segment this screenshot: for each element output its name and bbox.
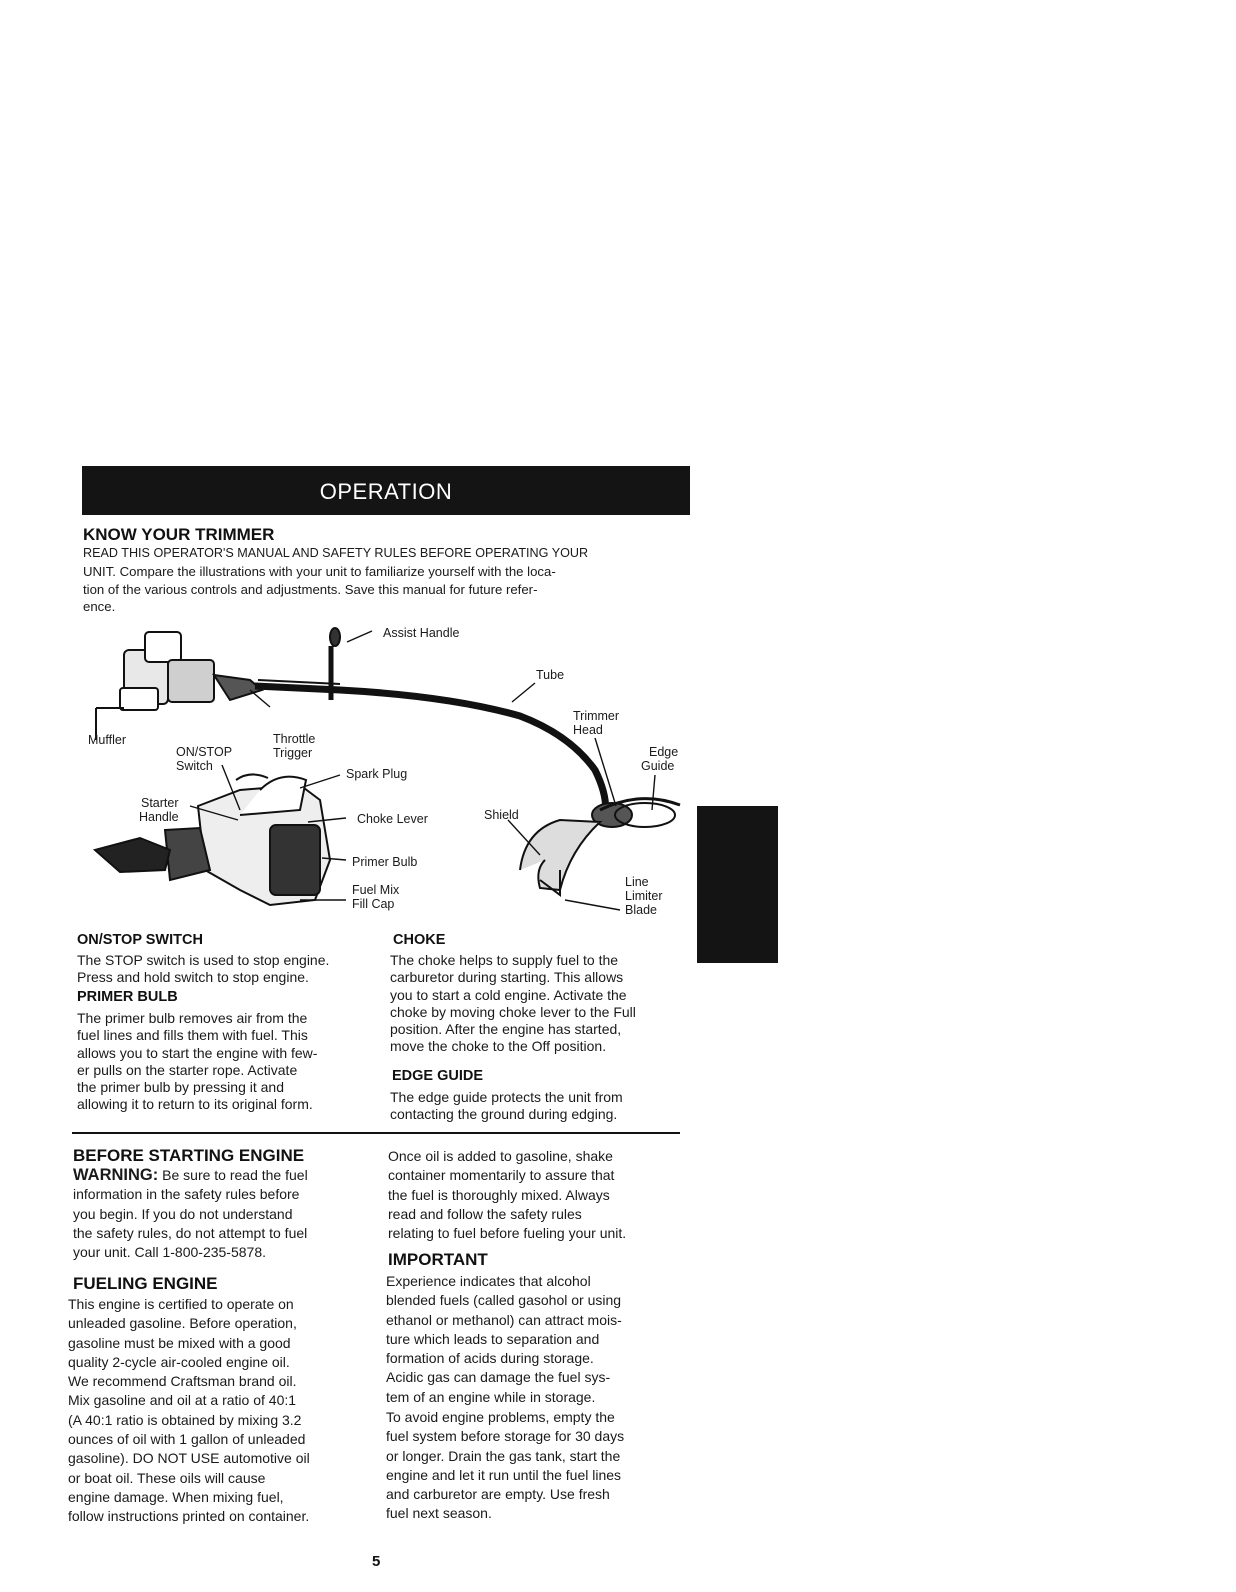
text-line: allowing it to return to its original form. [77,1096,313,1113]
text-line: read and follow the safety rules [388,1205,582,1222]
text-line: (A 40:1 ratio is obtained by mixing 3.2 [68,1411,302,1428]
text-line: The choke helps to supply fuel to the [390,952,619,968]
section-banner-title: OPERATION [319,479,453,504]
text-line: ture which leads to separation and [386,1330,600,1347]
label-shield: Shield [484,808,519,822]
text-line: or longer. Drain the gas tank, start the [386,1447,621,1464]
text-line: choke by moving choke lever to the Full [390,1003,636,1020]
intro-line: UNIT. Compare the illustrations with your unit to familiarize yourself with the loca- [83,563,556,579]
text-line: This engine is certified to operate on [68,1296,294,1312]
label-line-limiter-2: Limiter [625,889,663,903]
text-line: Mix gasoline and oil at a ratio of 40:1 [68,1392,297,1409]
label-line-limiter-1: Line [625,875,649,889]
text-line: quality 2-cycle air-cooled engine oil. [68,1353,290,1370]
before-starting-text [73,1166,378,1262]
label-choke-lever: Choke Lever [357,812,428,826]
primer-heading: PRIMER BULB [77,989,178,1005]
text-line: position. After the engine has started, [390,1021,622,1038]
text-line: allows you to start the engine with few- [77,1044,318,1061]
onstop-heading: ON/STOP SWITCH [77,932,203,948]
label-fuel-mix-2: Fill Cap [352,897,395,911]
label-line-limiter-3: Blade [625,903,657,917]
label-trimmer-head-1: Trimmer [573,709,620,723]
intro-line: ence. [83,599,116,615]
text-line: gasoline). DO NOT USE automotive oil [68,1450,310,1467]
text-line: follow instructions printed on container. [68,1508,310,1525]
label-muffler: Muffler [88,733,126,747]
label-edge-guide-2: Guide [641,759,675,773]
text-line: To avoid engine problems, empty the [386,1409,615,1425]
section-divider [72,1132,680,1134]
text-line: relating to fuel before fueling your unit. [388,1225,627,1242]
text-line: fuel next season. [386,1505,492,1522]
text-line: engine damage. When mixing fuel, [68,1488,284,1505]
text-line: carburetor during starting. This allows [390,969,624,986]
text-line: Experience indicates that alcohol [386,1273,591,1289]
text-line: We recommend Craftsman brand oil. [68,1373,297,1390]
oil-mixing-text [388,1147,698,1243]
text-line: the primer bulb by pressing it and [77,1079,284,1096]
label-edge-guide-1: Edge [649,745,679,759]
text-line: your unit. Call 1-800-235-5878. [73,1244,267,1261]
edge-guide-text [390,1089,690,1124]
text-line: ethanol or methanol) can attract mois- [386,1311,622,1328]
primer-text [77,1010,377,1114]
important-heading: IMPORTANT [388,1250,488,1269]
text-line: unleaded gasoline. Before operation, [68,1315,297,1332]
label-assist-handle: Assist Handle [383,626,460,640]
text-line: container momentarily to assure that [388,1167,615,1184]
text-line: gasoline must be mixed with a good [68,1334,291,1351]
text-line: formation of acids during storage. [386,1350,594,1367]
text-line: blended fuels (called gasohol or using [386,1292,622,1309]
label-throttle-2: Trigger [273,746,313,760]
warning-line [73,1166,378,1185]
label-primer-bulb: Primer Bulb [352,855,418,869]
text-line: you begin. If you do not understand [73,1205,293,1222]
warning-first-line: Be sure to read the fuel [162,1167,308,1183]
know-trimmer-heading: KNOW YOUR TRIMMER [83,525,275,544]
label-tube: Tube [536,668,565,682]
onstop-text [77,952,377,987]
warning-label: WARNING: [73,1166,159,1184]
fueling-heading: FUELING ENGINE [73,1274,218,1293]
fueling-text [68,1295,378,1527]
text-line: The edge guide protects the unit from [390,1089,623,1105]
text-line: Press and hold switch to stop engine. [77,969,309,986]
important-text [386,1272,696,1407]
text-line: The primer bulb removes air from the [77,1010,308,1026]
text-line: tem of an engine while in storage. [386,1388,596,1405]
text-line: you to start a cold engine. Activate the [390,986,627,1003]
label-onstop-1: ON/STOP [176,745,233,759]
storage-text [386,1408,696,1524]
text-line: Once oil is added to gasoline, shake [388,1148,613,1164]
text-line: the fuel is thoroughly mixed. Always [388,1186,610,1203]
label-spark-plug: Spark Plug [346,767,408,781]
text-line: The STOP switch is used to stop engine. [77,952,330,968]
intro-line: READ THIS OPERATOR'S MANUAL AND SAFETY RULES BEFORE OPERATING YOUR [83,546,589,560]
text-line: or boat oil. These oils will cause [68,1469,266,1486]
text-line: move the choke to the Off position. [390,1038,607,1055]
text-line: information in the safety rules before [73,1186,300,1203]
choke-text [390,952,690,1056]
text-line: fuel system before storage for 30 days [386,1428,625,1445]
label-starter-2: Handle [139,810,179,824]
text-line: engine and let it run until the fuel lines [386,1466,622,1483]
before-starting-heading: BEFORE STARTING ENGINE [73,1146,305,1165]
text-line: er pulls on the starter rope. Activate [77,1061,298,1078]
page-number: 5 [372,1553,381,1570]
label-starter-1: Starter [141,796,179,810]
choke-heading: CHOKE [393,932,446,948]
text-line: fuel lines and fills them with fuel. This [77,1027,308,1044]
intro-line: tion of the various controls and adjustments. Save this manual for future refer- [83,581,538,597]
label-fuel-mix-1: Fuel Mix [352,883,400,897]
text-line: ounces of oil with 1 gallon of unleaded [68,1431,306,1448]
label-trimmer-head-2: Head [573,723,603,737]
text-line: Acidic gas can damage the fuel sys- [386,1369,611,1386]
text-line: contacting the ground during edging. [390,1106,618,1123]
label-onstop-2: Switch [176,759,213,773]
edge-tab-marker [697,806,778,963]
text-line: and carburetor are empty. Use fresh [386,1486,610,1503]
text-line: the safety rules, do not attempt to fuel [73,1224,308,1241]
label-throttle-1: Throttle [273,732,316,746]
edge-guide-heading: EDGE GUIDE [392,1068,484,1084]
